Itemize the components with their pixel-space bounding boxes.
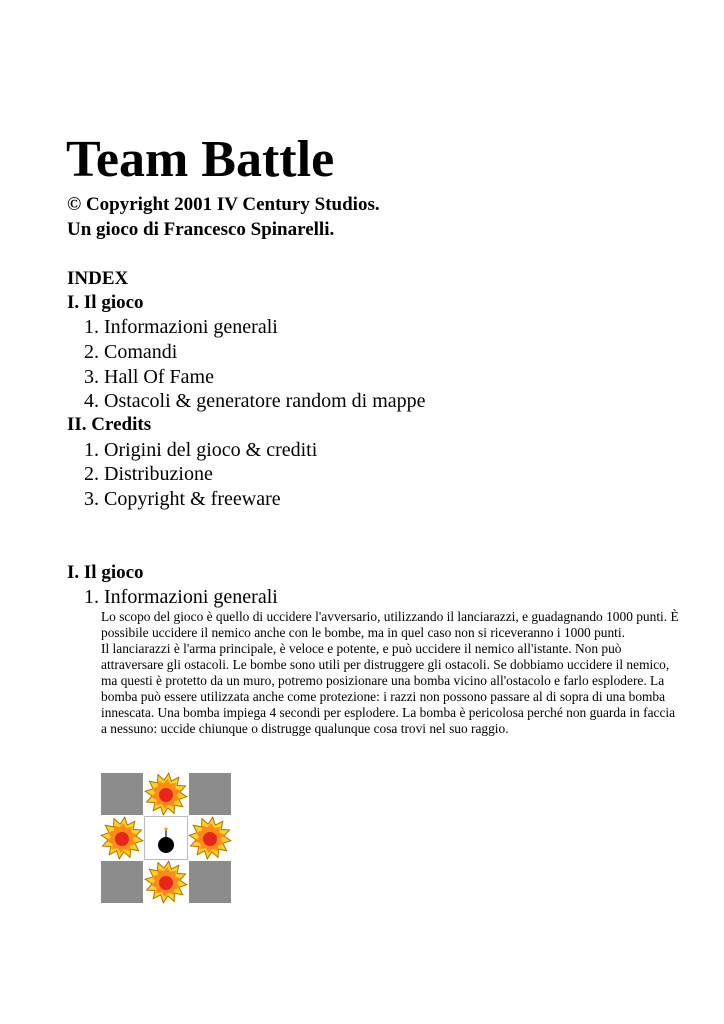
author-line: Un gioco di Francesco Spinarelli. [67,219,335,240]
copyright-line: © Copyright 2001 IV Century Studios. [67,194,380,215]
index-item: 3. Copyright & freeware [84,488,281,510]
index-heading: INDEX [67,268,129,289]
explosion-icon [100,816,144,860]
index-item: 1. Origini del gioco & crediti [84,439,318,461]
bomb-explosion-figure [100,772,232,904]
wall-tile [100,772,144,816]
index-item: 1. Informazioni generali [84,316,278,338]
index-item: 4. Ostacoli & generatore random di mappe [84,390,426,412]
body-text [101,609,681,737]
bomb-icon [144,816,188,860]
index-item: 2. Distribuzione [84,463,213,485]
paragraph: Lo scopo del gioco è quello di uccidere l'avversario, utilizzando il lanciarazzi, e guadagnando 1000 punti. È possibile uccidere il nemico anche con le bombe, ma in quel caso non si riceveranno i 1000 punti. [101,609,679,640]
explosion-icon [144,772,188,816]
wall-tile [188,860,232,904]
section-heading: I. Il gioco [67,562,144,583]
wall-tile [188,772,232,816]
index-item: 3. Hall Of Fame [84,366,214,388]
index-item: 2. Comandi [84,341,178,363]
explosion-icon [144,860,188,904]
index-part2-heading: II. Credits [67,414,152,435]
document-title: Team Battle [66,131,335,188]
index-part1-heading: I. Il gioco [67,292,144,313]
paragraph: Il lanciarazzi è l'arma principale, è veloce e potente, e può uccidere il nemico all'istante. Non può attraversare gli ostacoli. Le bombe sono utili per distruggere gli ostacoli. Se dobbiamo uccidere il nemico, ma questi è protetto da un muro, potremo posizionare una bomba vicino all'ostacolo e farlo esplodere. La bomba può essere utilizzata anche come protezione: i razzi non possono passare al di sopra di una bomba innescata. Una bomba impiega 4 secondi per esplodere. La bomba è pericolosa perché non guarda in faccia a nessuno: uccide chiunque o distrugge qualunque cosa trovi nel suo raggio. [101,641,676,736]
section-subheading: 1. Informazioni generali [84,586,278,608]
wall-tile [100,860,144,904]
explosion-icon [188,816,232,860]
